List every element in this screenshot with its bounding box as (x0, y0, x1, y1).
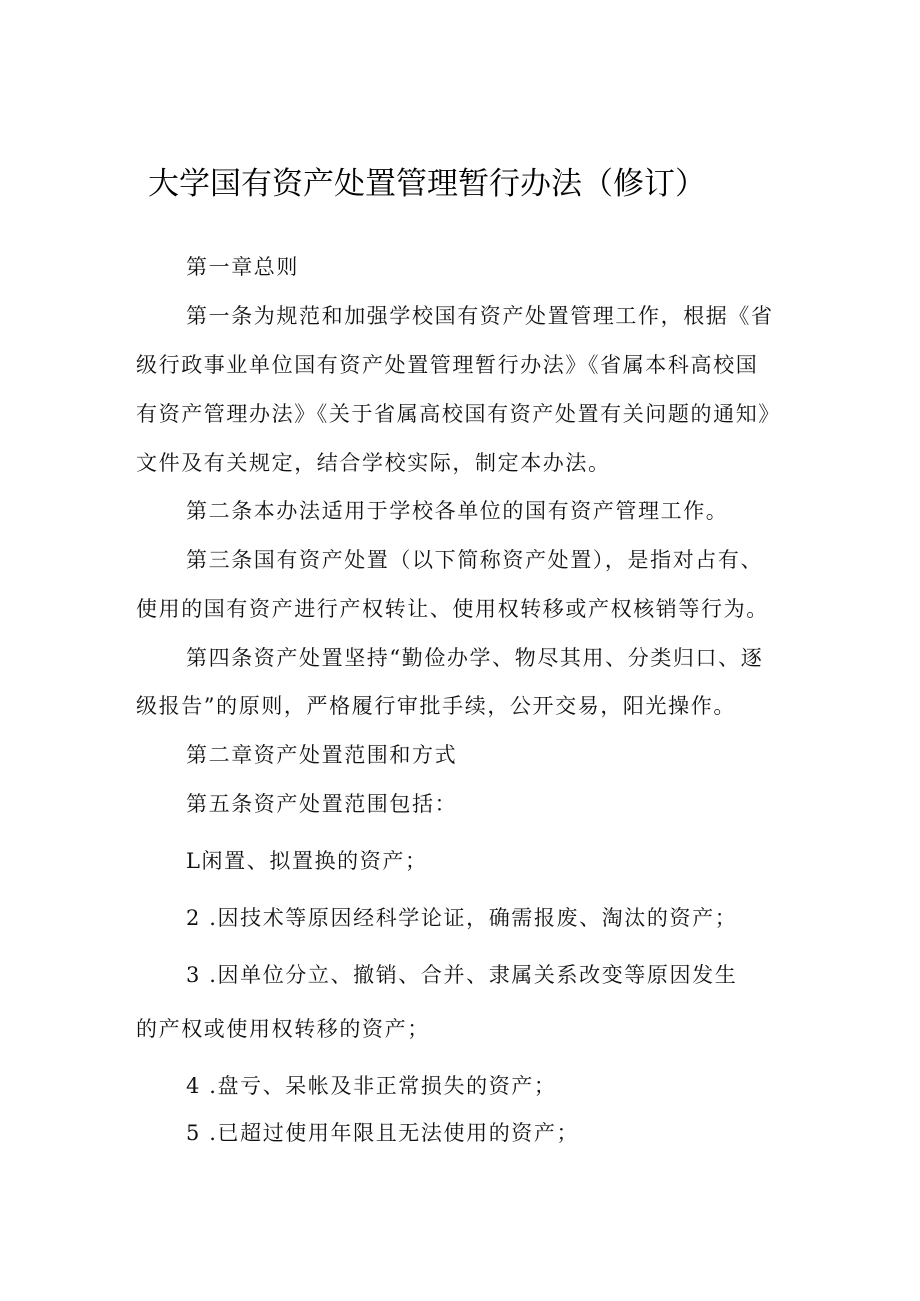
article-4-line-1: 第四条资产处置坚持“勤俭办学、物尽其用、分类归口、逐 (186, 646, 764, 670)
article-5-line-1: 第五条资产处置范围包括： (186, 792, 458, 816)
chapter-1-heading: 第一章总则 (186, 255, 299, 279)
article-1-line-4: 文件及有关规定，结合学校实际，制定本办法。 (136, 451, 611, 475)
list-item-5: 5 .已超过使用年限且无法使用的资产； (186, 1121, 580, 1145)
article-2-line-1: 第二条本办法适用于学校各单位的国有资产管理工作。 (186, 499, 729, 523)
article-3-line-2: 使用的国有资产进行产权转让、使用权转移或产权核销等行为。 (136, 597, 769, 621)
list-item-3-line-1: 3 .因单位分立、撤销、合并、隶属关系改变等原因发生 (186, 963, 738, 987)
article-1-line-3: 有资产管理办法》《关于省属高校国有资产处置有关问题的通知》 (136, 402, 781, 426)
article-3-line-1: 第三条国有资产处置（以下简称资产处置），是指对占有、 (186, 548, 764, 572)
chapter-2-heading: 第二章资产处置范围和方式 (186, 743, 458, 767)
list-item-2: 2 .因技术等原因经科学论证，确需报废、淘汰的资产； (186, 906, 738, 930)
article-1-line-2: 级行政事业单位国有资产处置管理暂行办法》《省属本科高校国 (136, 353, 759, 377)
article-1-line-1: 第一条为规范和加强学校国有资产处置管理工作，根据《省 (186, 304, 774, 328)
list-item-4: 4 .盘亏、呆帐及非正常损失的资产； (186, 1074, 557, 1098)
document-title: 大学国有资产处置管理暂行办法（修订） (148, 166, 706, 202)
list-item-1: L闲置、拟置换的资产； (186, 849, 428, 873)
list-item-3-line-2: 的产权或使用权转移的资产； (136, 1017, 430, 1041)
article-4-line-2: 级报告”的原则，严格履行审批手续，公开交易，阳光操作。 (136, 694, 736, 718)
